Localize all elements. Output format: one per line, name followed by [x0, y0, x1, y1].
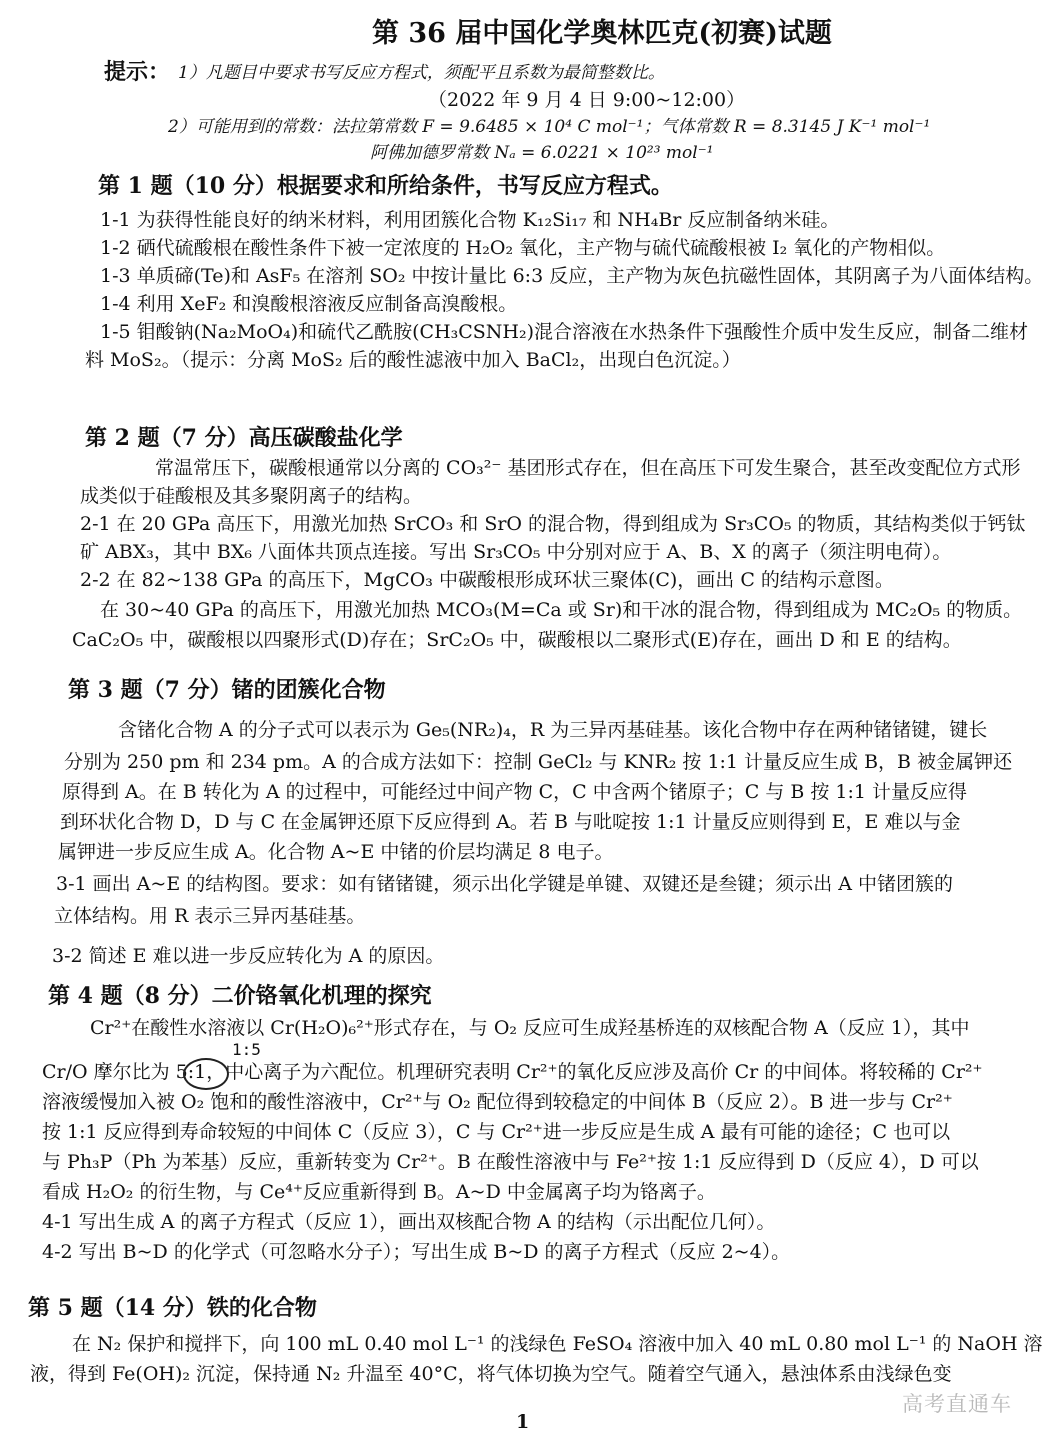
q1-line: 料 MoS₂。（提示：分离 MoS₂ 后的酸性滤液中加入 BaCl₂，出现白色沉淀。） — [85, 349, 741, 371]
q3-line: 到环状化合物 D，D 与 C 在金属钾还原下反应得到 A。若 B 与吡啶按 1:1 计量反应则得到 E，E 难以与金 — [60, 811, 961, 833]
hint-2-constants: 2）可能用到的常数：法拉第常数 F = 9.6485 × 10⁴ C mol⁻¹；气体常数 R = 8.3145 J K⁻¹ mol⁻¹ — [168, 117, 931, 137]
q3-line: 3-1 画出 A~E 的结构图。要求：如有锗锗键，须示出化学键是单键、双键还是叁键；须示出 A 中锗团簇的 — [56, 873, 954, 895]
exam-date: （2022 年 9 月 4 日 9:00~12:00） — [428, 89, 746, 111]
q5-line: 在 N₂ 保护和搅拌下，向 100 mL 0.40 mol L⁻¹ 的浅绿色 FeSO₄ 溶液中加入 40 mL 0.80 mol L⁻¹ 的 NaOH 溶 — [72, 1333, 1043, 1355]
question-5-heading: 第 5 题（14 分）铁的化合物 — [28, 1295, 317, 1321]
hint-1: 1）凡题目中要求书写反应方程式，须配平且系数为最简整数比。 — [178, 63, 665, 83]
q3-line: 立体结构。用 R 表示三异丙基硅基。 — [54, 905, 366, 927]
q1-line: 1-1 为获得性能良好的纳米材料，利用团簇化合物 K₁₂Si₁₇ 和 NH₄Br 反应制备纳米硅。 — [100, 209, 840, 231]
q4-line: Cr/O 摩尔比为 5:1，中心离子为六配位。机理研究表明 Cr²⁺的氧化反应涉及高价 Cr 的中间体。将较稀的 Cr²⁺ — [42, 1061, 983, 1083]
q2-line: 2-2 在 82~138 GPa 的高压下，MgCO₃ 中碳酸根形成环状三聚体(C)，画出 C 的结构示意图。 — [80, 569, 894, 591]
q1-line: 1-5 钼酸钠(Na₂MoO₄)和硫代乙酰胺(CH₃CSNH₂)混合溶液在水热条件下强酸性介质中发生反应，制备二维材 — [100, 321, 1029, 343]
q3-line: 原得到 A。在 B 转化为 A 的过程中，可能经过中间产物 C，C 中含两个锗原子；C 与 B 按 1:1 计量反应得 — [62, 781, 968, 803]
q2-line: 矿 ABX₃，其中 BX₆ 八面体共顶点连接。写出 Sr₃CO₅ 中分别对应于 A、B、X 的离子（须注明电荷）。 — [80, 541, 952, 563]
q2-line: 常温常压下，碳酸根通常以分离的 CO₃²⁻ 基团形式存在，但在高压下可发生聚合，甚至改变配位方式形 — [155, 457, 1021, 479]
q4-line: 按 1:1 反应得到寿命较短的中间体 C（反应 3），C 与 Cr²⁺进一步反应是生成 A 最有可能的途径；C 也可以 — [42, 1121, 951, 1143]
q2-line: 成类似于硅酸根及其多聚阴离子的结构。 — [80, 485, 423, 507]
watermark: 高考直通车 — [902, 1392, 1012, 1416]
q3-line: 3-2 简述 E 难以进一步反应转化为 A 的原因。 — [52, 945, 445, 967]
q4-line: 4-1 写出生成 A 的离子方程式（反应 1），画出双核配合物 A 的结构（示出配位几何）。 — [42, 1211, 776, 1233]
question-4-heading: 第 4 题（8 分）二价铬氧化机理的探究 — [48, 983, 432, 1009]
q4-line: 看成 H₂O₂ 的衍生物，与 Ce⁴⁺反应重新得到 B。A~D 中金属离子均为铬离子。 — [42, 1181, 716, 1203]
question-2-heading: 第 2 题（7 分）高压碳酸盐化学 — [85, 425, 403, 451]
q2-line: CaC₂O₅ 中，碳酸根以四聚形式(D)存在；SrC₂O₅ 中，碳酸根以二聚形式(E)存在，画出 D 和 E 的结构。 — [72, 629, 962, 651]
q3-line: 属钾进一步反应生成 A。化合物 A~E 中锗的价层均满足 8 电子。 — [58, 841, 614, 863]
hint-label: 提示： — [104, 59, 171, 85]
q3-line: 含锗化合物 A 的分子式可以表示为 Ge₅(NR₂)₄，R 为三异丙基硅基。该化合物中存在两种锗锗键，键长 — [118, 719, 988, 741]
handwritten-circle-mark — [183, 1058, 229, 1090]
q2-line: 2-1 在 20 GPa 高压下，用激光加热 SrCO₃ 和 SrO 的混合物，得到组成为 Sr₃CO₅ 的物质，其结构类似于钙钛 — [80, 513, 1026, 535]
q4-line: 4-2 写出 B~D 的化学式（可忽略水分子）；写出生成 B~D 的离子方程式（反应 2~4）。 — [42, 1241, 791, 1263]
q4-line: 与 Ph₃P（Ph 为苯基）反应，重新转变为 Cr²⁺。B 在酸性溶液中与 Fe²⁺按 1:1 反应得到 D（反应 4），D 可以 — [42, 1151, 979, 1173]
hint-2-avogadro: 阿佛加德罗常数 Nₐ = 6.0221 × 10²³ mol⁻¹ — [370, 143, 714, 163]
page-number: 1 — [516, 1411, 530, 1433]
handwritten-note: 1:5 — [232, 1040, 261, 1059]
q3-line: 分别为 250 pm 和 234 pm。A 的合成方法如下：控制 GeCl₂ 与 KNR₂ 按 1:1 计量反应生成 B，B 被金属钾还 — [64, 751, 1013, 773]
q4-line: Cr²⁺在酸性水溶液以 Cr(H₂O)₆²⁺形式存在，与 O₂ 反应可生成羟基桥连的双核配合物 A（反应 1），其中 — [90, 1017, 970, 1039]
exam-title: 第 36 届中国化学奥林匹克(初赛)试题 — [372, 18, 832, 49]
q2-line: 在 30~40 GPa 的高压下，用激光加热 MCO₃(M=Ca 或 Sr)和干冰的混合物，得到组成为 MC₂O₅ 的物质。 — [100, 599, 1023, 621]
q4-line: 溶液缓慢加入被 O₂ 饱和的酸性溶液中，Cr²⁺与 O₂ 配位得到较稳定的中间体 B（反应 2）。B 进一步与 Cr²⁺ — [42, 1091, 953, 1113]
question-3-heading: 第 3 题（7 分）锗的团簇化合物 — [68, 677, 386, 703]
q1-line: 1-4 利用 XeF₂ 和溴酸根溶液反应制备高溴酸根。 — [100, 293, 518, 315]
question-1-heading: 第 1 题（10 分）根据要求和所给条件，书写反应方程式。 — [98, 173, 673, 199]
q1-line: 1-3 单质碲(Te)和 AsF₅ 在溶剂 SO₂ 中按计量比 6:3 反应，主产物为灰色抗磁性固体，其阴离子为八面体结构。 — [100, 265, 1044, 287]
q1-line: 1-2 硒代硫酸根在酸性条件下被一定浓度的 H₂O₂ 氧化，主产物与硫代硫酸根被 I₂ 氧化的产物相似。 — [100, 237, 946, 259]
q5-line: 液，得到 Fe(OH)₂ 沉淀，保持通 N₂ 升温至 40°C，将气体切换为空气。随着空气通入，悬浊体系由浅绿色变 — [30, 1363, 952, 1385]
